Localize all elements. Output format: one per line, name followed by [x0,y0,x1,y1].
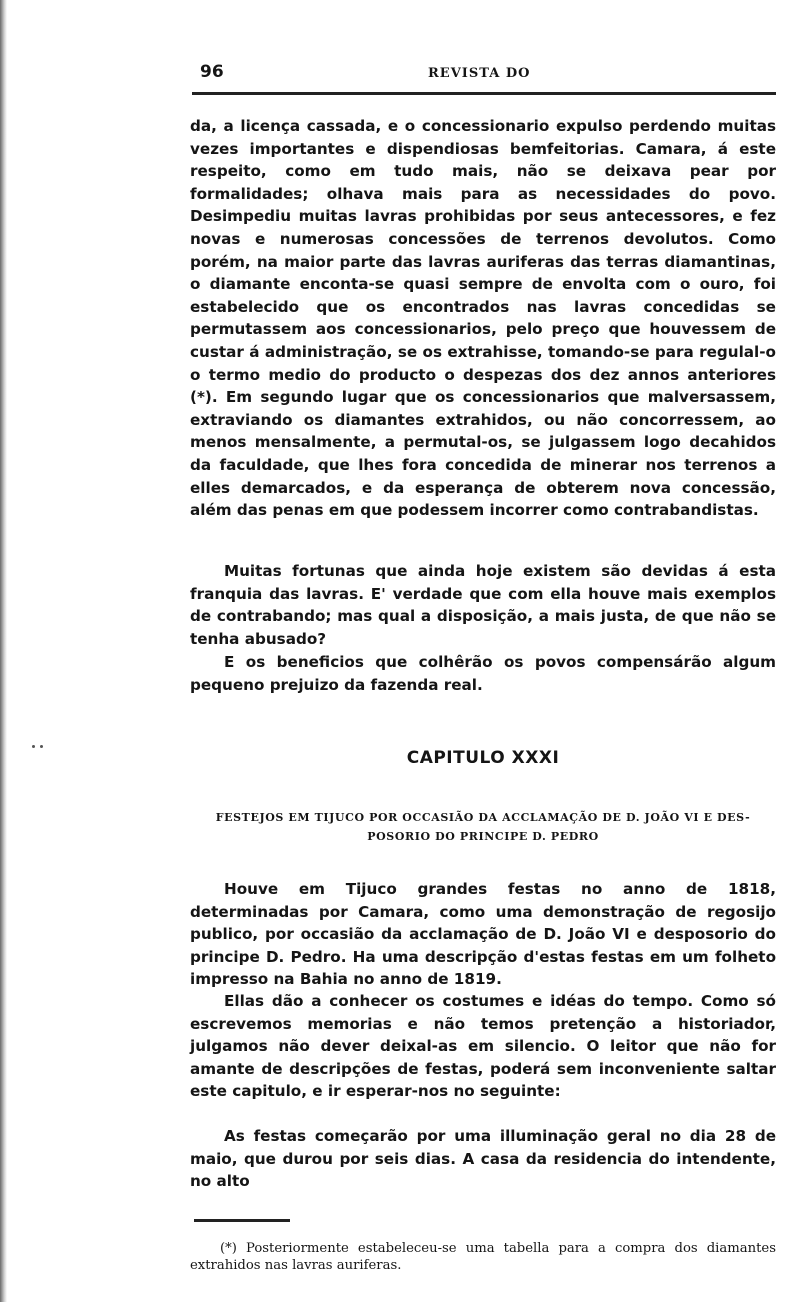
chapter-subtitle [190,808,776,846]
body-paragraph: da, a licença cassada, e o concessionario expulso perdendo muitas vezes importantes e dispendiosas bemfeitorias. Camara, á este respeito, como em tudo mais, não se deixava pear por formalidades; olhava mais para as necessidades do povo. Desimpediu muitas lavras prohibidas por seus antecessores, e fez novas e numerosas concessões de terrenos devolutos. Como porém, na maior parte das lavras auriferas das terras diamantinas, o diamante enconta-se quasi sempre de envolta com o ouro, foi estabelecido que os encontrados nas lavras concedidas se permutassem aos concessionarios, pelo preço que houvessem de custar á administração, se os extrahisse, tomando-se para regulal-o o termo medio do producto o despezas dos dez annos anteriores (*). Em segundo lugar que os concessionarios que malversassem, extraviando os diamantes extrahidos, ou não concorressem, ao menos mensalmente, a permutal-os, se julgassem logo decahidos da faculdade, que lhes fora concedida de minerar nos terrenos a elles demarcados, e da esperança de obterem nova concessão, além das penas em que podessem incorrer como contrabandistas. [190,117,776,520]
running-title: REVISTA DO [428,66,531,81]
chapter-subtitle-line: FESTEJOS EM TIJUCO POR OCCASIÃO DA ACCLAMAÇÃO DE D. JOÃO VI E DES- [215,811,751,824]
chapter-subtitle-line: POSORIO DO PRINCIPE D. PEDRO [367,830,599,843]
stray-mark [32,745,35,748]
page-binding-edge [0,0,7,1302]
stray-mark [40,745,43,748]
chapter-paragraph: Ellas dão a conhecer os costumes e idéas do tempo. Como só escrevemos memorias e não temos pretenção a historiador, julgamos não dever deixal-as em silencio. O leitor que não for amante de descripções de festas, poderá sem inconveniente saltar este capitulo, e ir esperar-nos no seguinte: [190,992,776,1101]
header-rule [192,92,776,95]
footnote: (*) Posteriormente estabeleceu-se uma tabella para a compra dos diamantes extrahidos nas lavras auriferas. [190,1241,776,1273]
body-paragraph: Muitas fortunas que ainda hoje existem são devidas á esta franquia das lavras. E' verdade que com ella houve mais exemplos de contrabando; mas qual a disposição, a mais justa, de que não se tenha abusado? [190,562,776,648]
page-number: 96 [200,62,224,82]
body-paragraph: E os beneficios que colhêrão os povos compensárão algum pequeno prejuizo da fazenda real. [190,653,776,694]
chapter-paragraph: Houve em Tijuco grandes festas no anno de 1818, determinadas por Camara, como uma demonstração de regosijo publico, por occasião da acclamação de D. João VI e desposorio do principe D. Pedro. Ha uma descripção d'estas festas em um folheto impresso na Bahia no anno de 1819. [190,880,776,989]
chapter-paragraph: As festas começarão por uma illuminação geral no dia 28 de maio, que durou por seis dias. A casa da residencia do intendente, no alto [190,1127,776,1191]
chapter-heading: CAPITULO XXXI [406,748,560,768]
footnote-rule [194,1219,290,1222]
